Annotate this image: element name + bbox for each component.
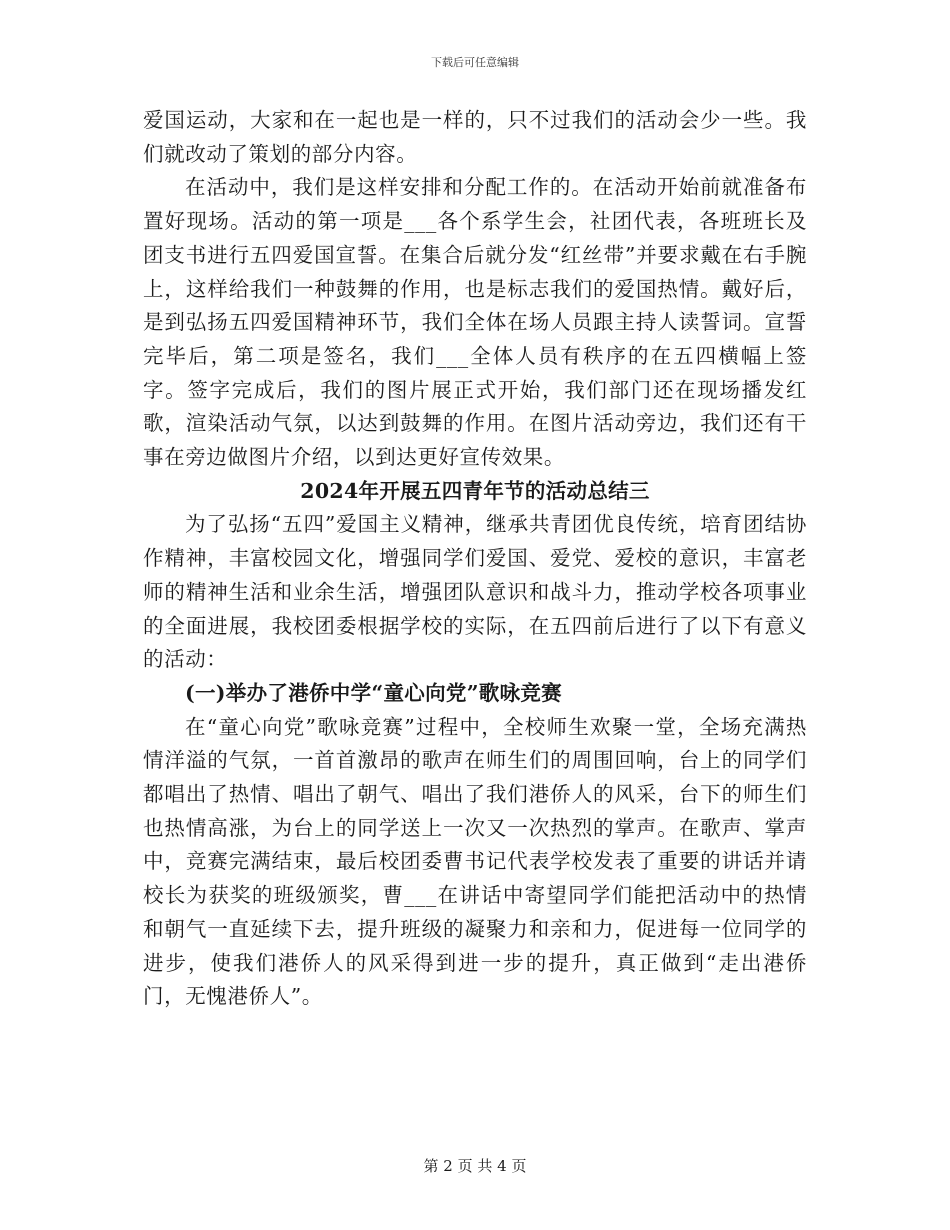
paragraph-continuation: 爱国运动，大家和在一起也是一样的，只不过我们的活动会少一些。我们就改动了策划的部分内容。 (143, 108, 807, 166)
page-header-note: 下载后可任意编辑 (431, 56, 519, 69)
section-title: 2024年开展五四青年节的活动总结三 (300, 478, 650, 503)
paragraph-singing-contest: 在“童心向党”歌咏竞赛”过程中，全校师生欢聚一堂，全场充满热情洋溢的气氛，一首首激昂的歌声在师生们的周围回响，台上的同学们都唱出了热情、唱出了朝气、唱出了我们港侨人的风采，台下的师生们也热情高涨，为台上的同学送上一次又一次热烈的掌声。在歌声、掌声中，竞赛完满结束，最后校团委曹书记代表学校发表了重要的讲话并请校长为获奖的班级颁奖，曹___在讲话中寄望同学们能把活动中的热情和朝气一直延续下去，提升班级的凝聚力和亲和力，促进每一位同学的进步，使我们港侨人的风采得到进一步的提升，真正做到“走出港侨门，无愧港侨人”。 (143, 714, 807, 1009)
paragraph-activity-arrangement: 在活动中，我们是这样安排和分配工作的。在活动开始前就准备布置好现场。活动的第一项是___各个系学生会，社团代表，各班班长及团支书进行五四爱国宣誓。在集合后就分发“红丝带”并要求戴在右手腕上，这样给我们一种鼓舞的作用，也是标志我们的爱国热情。戴好后，是到弘扬五四爱国精神环节，我们全体在场人员跟主持人读誓词。宣誓完毕后，第二项是签名，我们___全体人员有秩序的在五四横幅上签字。签字完成后，我们的图片展正式开始，我们部门还在现场播发红歌，渲染活动气氛，以达到鼓舞的作用。在图片活动旁边，我们还有干事在旁边做图片介绍，以到达更好宣传效果。 (143, 175, 807, 470)
page-number-footer: 第 2 页 共 4 页 (423, 1157, 527, 1175)
document-body (143, 104, 807, 1014)
paragraph-section-intro: 为了弘扬“五四”爱国主义精神，继承共青团优良传统，培育团结协作精神，丰富校园文化，增强同学们爱国、爱党、爱校的意识，丰富老师的精神生活和业余生活，增强团队意识和战斗力，推动学校各项事业的全面进展，我校团委根据学校的实际，在五四前后进行了以下有意义的活动： (143, 512, 807, 672)
subsection-title: (一)举办了港侨中学“童心向党”歌咏竞赛 (185, 680, 562, 705)
